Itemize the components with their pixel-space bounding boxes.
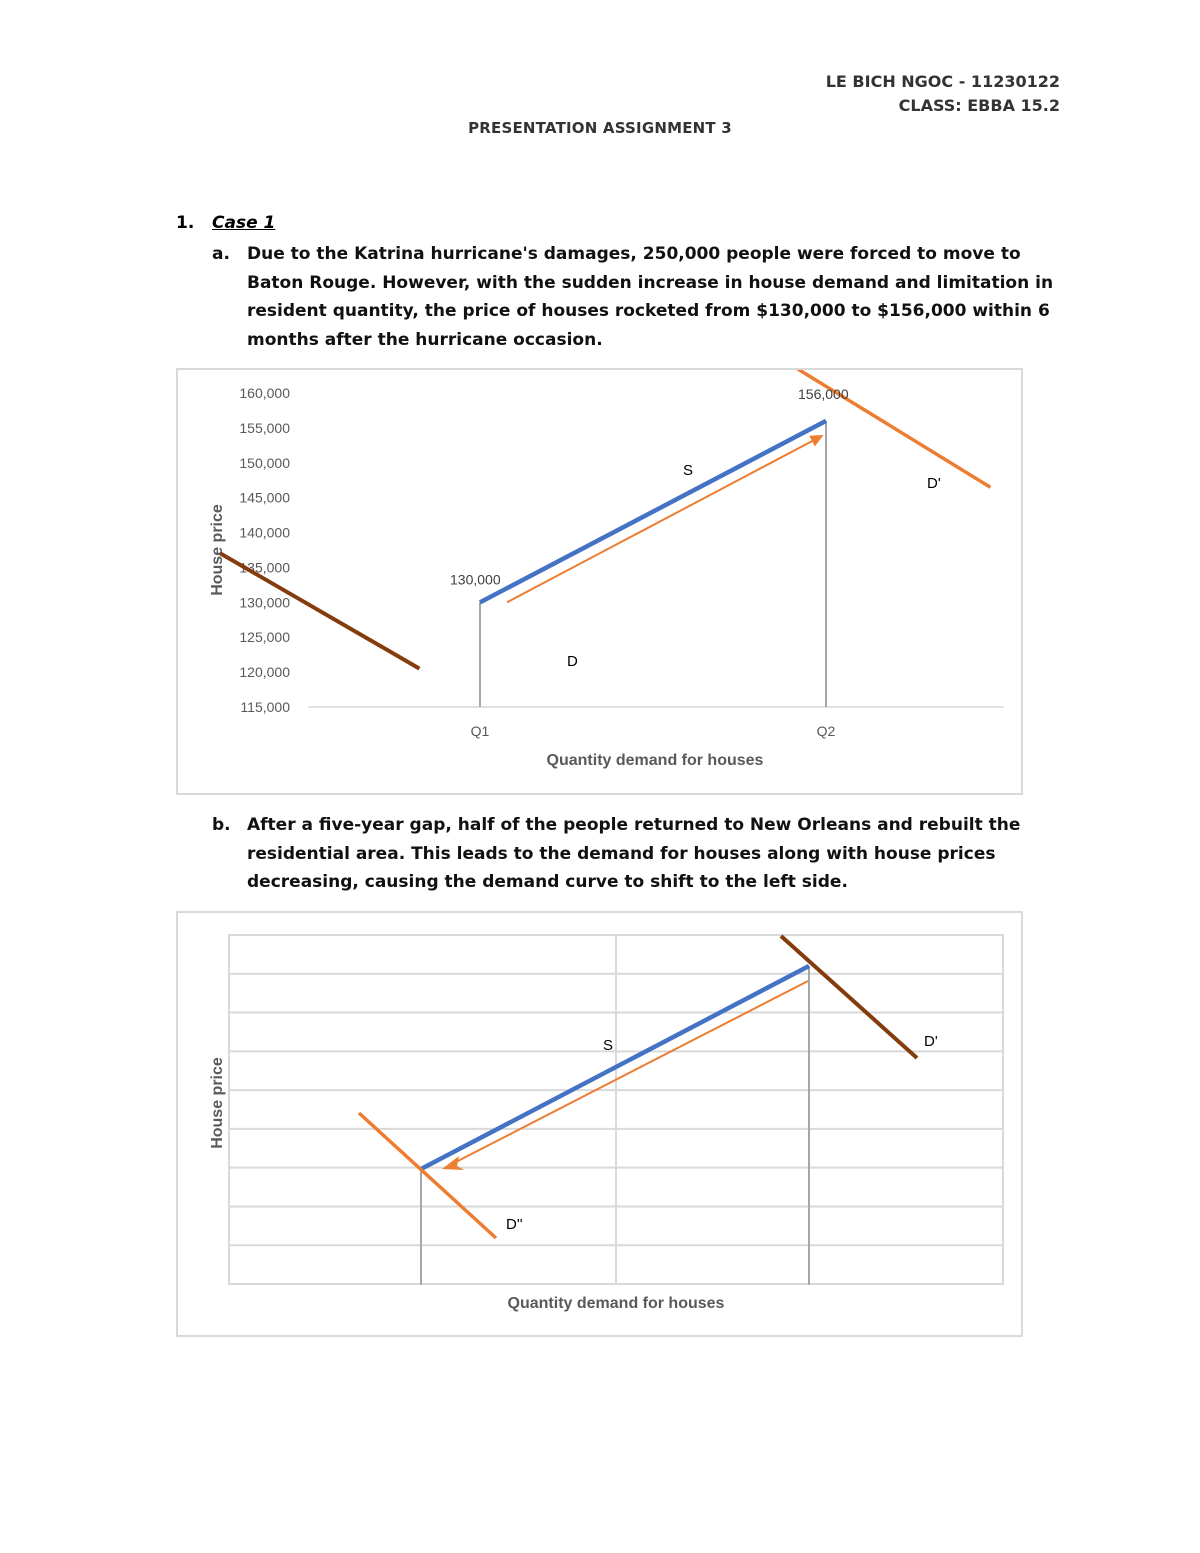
author-line: LE BICH NGOC - 11230122 bbox=[825, 72, 1060, 91]
chart-1-ytick: 140,000 bbox=[239, 524, 290, 541]
chart-1-yticks bbox=[239, 385, 290, 715]
case-heading bbox=[176, 213, 275, 233]
chart-1-shift-arrow bbox=[507, 437, 820, 602]
chart-2-label-s: S bbox=[603, 1037, 614, 1054]
chart-1-ytick: 155,000 bbox=[239, 419, 290, 436]
item-b-marker: b. bbox=[212, 815, 231, 835]
chart-1-svg bbox=[178, 370, 1025, 797]
chart-2 bbox=[176, 911, 1023, 1337]
item-a-text: Due to the Katrina hurricane's damages, 250,000 people were forced to move to Baton Rouge. However, with the sudden increase in house demand and limitation in resident quantity, the price of houses rocketed from $130,000 to $156,000 within 6 months after the hurricane occasion. bbox=[247, 244, 1054, 350]
item-a bbox=[212, 240, 1072, 354]
chart-2-shift-arrow bbox=[452, 981, 808, 1164]
chart-2-demand-double-prime-line bbox=[359, 1113, 496, 1238]
item-b-text: After a five-year gap, half of the people returned to New Orleans and rebuilt the residential area. This leads to the demand for houses along with house prices decreasing, causing the demand curve to shift to the left side. bbox=[247, 815, 1021, 892]
chart-1-xtick-q1: Q1 bbox=[470, 723, 490, 739]
chart-2-svg bbox=[178, 913, 1025, 1339]
chart-1 bbox=[176, 368, 1023, 795]
chart-1-ytick: 135,000 bbox=[239, 559, 290, 576]
page-title: PRESENTATION ASSIGNMENT 3 bbox=[468, 119, 732, 137]
chart-1-ytick: 120,000 bbox=[239, 664, 290, 681]
chart-2-label-d-double-prime: D'' bbox=[506, 1216, 523, 1233]
chart-2-ylabel: House price bbox=[209, 1057, 226, 1149]
chart-1-supply-line bbox=[480, 421, 826, 602]
case-label: Case 1 bbox=[212, 213, 276, 233]
chart-1-demand-line bbox=[221, 553, 420, 668]
chart-1-label-s: S bbox=[683, 462, 694, 479]
chart-1-xtick-q2: Q2 bbox=[816, 723, 836, 739]
case-number: 1. bbox=[176, 213, 195, 233]
chart-1-ylabel: House price bbox=[209, 504, 226, 596]
chart-2-xlabel: Quantity demand for houses bbox=[507, 1295, 725, 1312]
chart-1-label-130000: 130,000 bbox=[450, 571, 501, 588]
chart-1-label-d-prime: D' bbox=[927, 475, 941, 492]
chart-2-grid bbox=[229, 935, 1003, 1284]
item-a-marker: a. bbox=[212, 244, 230, 264]
chart-2-label-d-prime: D' bbox=[924, 1033, 938, 1050]
item-b bbox=[212, 811, 1072, 897]
chart-1-ytick: 150,000 bbox=[239, 454, 290, 471]
chart-1-ytick: 130,000 bbox=[239, 594, 290, 611]
chart-1-ytick: 115,000 bbox=[240, 699, 290, 715]
chart-1-ytick: 145,000 bbox=[239, 489, 290, 506]
chart-1-ytick: 125,000 bbox=[239, 629, 290, 646]
chart-1-label-156000: 156,000 bbox=[798, 385, 849, 402]
class-line: CLASS: EBBA 15.2 bbox=[898, 96, 1060, 115]
chart-2-demand-prime-line bbox=[781, 936, 917, 1058]
chart-1-label-d: D bbox=[567, 653, 578, 670]
chart-1-ytick: 160,000 bbox=[239, 385, 290, 401]
chart-1-xlabel: Quantity demand for houses bbox=[546, 752, 764, 769]
